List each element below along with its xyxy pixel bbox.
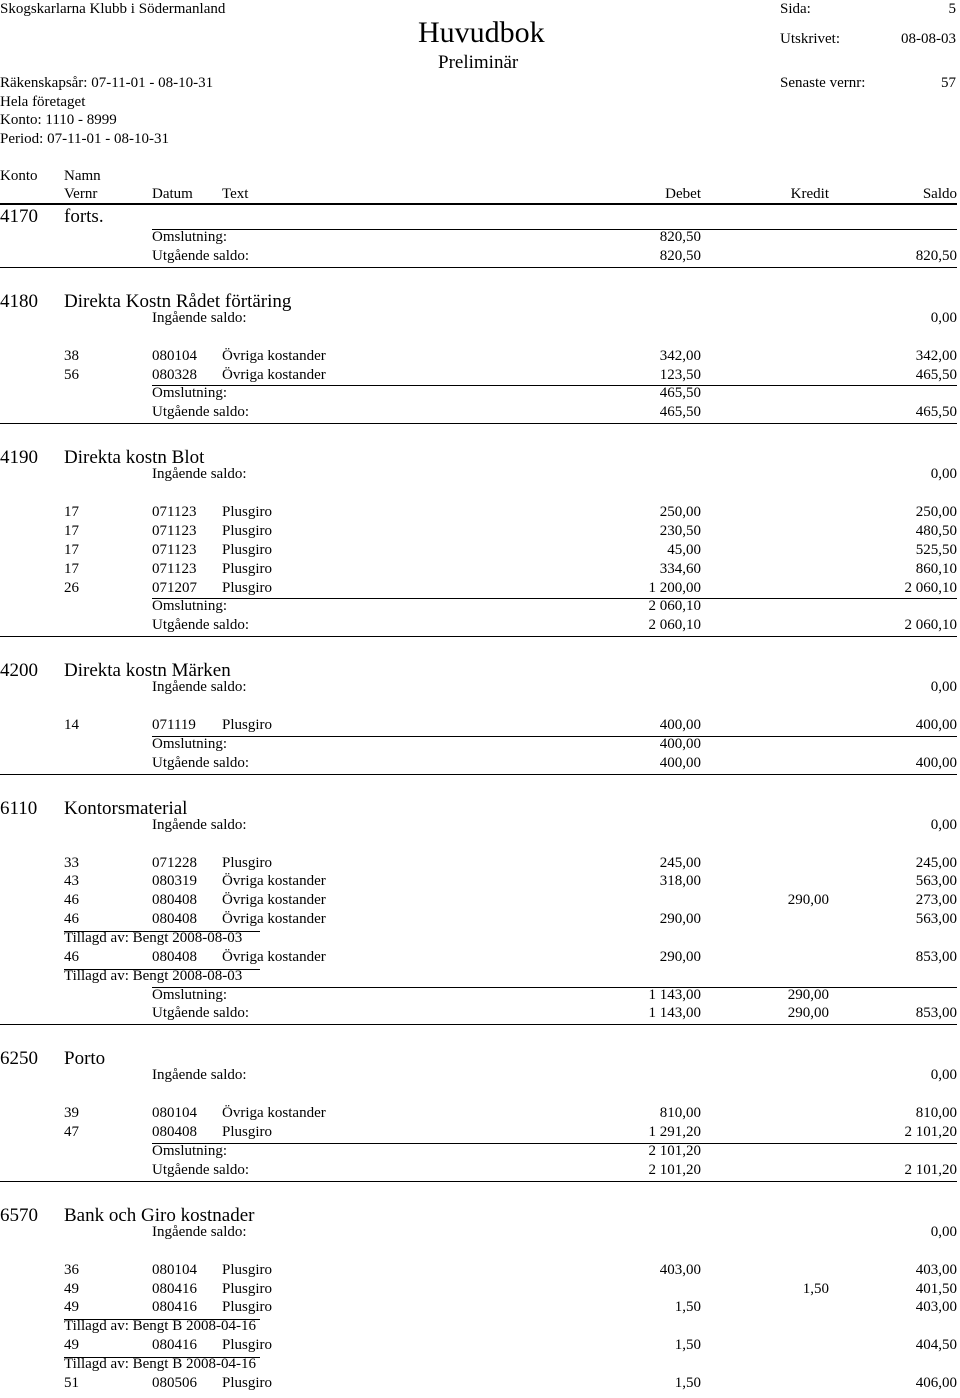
account-end-rule: [0, 423, 957, 424]
scope: Hela företaget: [0, 94, 86, 110]
turnover-rule: [152, 385, 957, 386]
turnover-label: Omslutning:: [152, 986, 228, 1003]
ledger-row-debet: 342,00: [659, 347, 701, 364]
ledger-row-text: Plusgiro: [222, 717, 273, 734]
ledger-row-debet: 1 291,20: [648, 1124, 701, 1141]
ledger-row-text: Övriga kostander: [222, 347, 326, 364]
turnover-rule: [152, 987, 957, 988]
turnover-debet: 1 143,00: [648, 986, 701, 1003]
turnover-rule: [152, 229, 957, 230]
turnover-debet: 2 060,10: [648, 598, 701, 615]
latest-vernr-label: Senaste vernr:: [780, 75, 866, 91]
closing-balance-saldo: 2 101,20: [904, 1161, 957, 1178]
closing-balance-debet: 820,50: [659, 247, 701, 264]
account-name: Bank och Giro kostnader: [64, 1204, 255, 1226]
ledger-row-saldo: 810,00: [915, 1105, 957, 1122]
account-name: Kontorsmaterial: [64, 797, 188, 819]
ledger-row-text: Övriga kostander: [222, 911, 326, 928]
header-rule: [0, 203, 957, 205]
closing-balance-label: Utgående saldo:: [152, 754, 250, 771]
ledger-row-text: Plusgiro: [222, 541, 273, 558]
page-label: Sida:: [780, 1, 811, 17]
col-saldo: Saldo: [922, 186, 957, 202]
ledger-row-vernr: 43: [64, 873, 79, 890]
account-number: 6570: [0, 1204, 38, 1226]
ledger-row-datum: 080104: [152, 347, 197, 364]
ledger-row-datum: 071119: [152, 717, 196, 734]
ledger-row-debet: 400,00: [659, 717, 701, 734]
ledger-row-datum: 080408: [152, 1124, 197, 1141]
note-rule: [64, 931, 260, 932]
ledger-row-vernr: 46: [64, 892, 79, 909]
ledger-row-vernr: 36: [64, 1261, 79, 1278]
ledger-row-text: Övriga kostander: [222, 366, 326, 383]
opening-balance-label: Ingående saldo:: [152, 1223, 247, 1240]
ledger-row-debet: 403,00: [659, 1261, 701, 1278]
ledger-row-vernr: 49: [64, 1337, 79, 1354]
ledger-row-note: Tillagd av: Bengt B 2008-04-16: [64, 1355, 256, 1372]
col-text: Text: [222, 186, 249, 202]
closing-balance-label: Utgående saldo:: [152, 247, 250, 264]
opening-balance-label: Ingående saldo:: [152, 466, 247, 483]
turnover-label: Omslutning:: [152, 735, 228, 752]
ledger-row-saldo: 563,00: [915, 873, 957, 890]
ledger-row-text: Övriga kostander: [222, 948, 326, 965]
closing-balance-debet: 2 060,10: [648, 617, 701, 634]
ledger-row-vernr: 51: [64, 1374, 79, 1391]
turnover-debet: 2 101,20: [648, 1142, 701, 1159]
ledger-row-saldo: 2 101,20: [904, 1124, 957, 1141]
turnover-rule: [152, 736, 957, 737]
ledger-row-text: Plusgiro: [222, 504, 273, 521]
ledger-row-debet: 290,00: [659, 911, 701, 928]
ledger-row-vernr: 46: [64, 948, 79, 965]
ledger-row-saldo: 860,10: [915, 560, 957, 577]
turnover-label: Omslutning:: [152, 229, 228, 245]
ledger-row-debet: 123,50: [659, 366, 701, 383]
closing-balance-debet: 2 101,20: [648, 1161, 701, 1178]
ledger-row-vernr: 49: [64, 1280, 79, 1297]
ledger-row-datum: 071123: [152, 522, 197, 539]
account-number: 4200: [0, 660, 38, 682]
report-subtitle: Preliminär: [438, 52, 519, 73]
ledger-row-datum: 080416: [152, 1299, 197, 1316]
ledger-row-vernr: 17: [64, 560, 79, 577]
ledger-row-text: Plusgiro: [222, 1374, 273, 1391]
ledger-row-debet: 1,50: [674, 1337, 701, 1354]
period: Period: 07-11-01 - 08-10-31: [0, 131, 169, 147]
ledger-row-debet: 334,60: [659, 560, 701, 577]
ledger-row-kredit: 290,00: [787, 892, 829, 909]
turnover-rule: [152, 1143, 957, 1144]
account-number: 4170: [0, 206, 38, 227]
ledger-row-text: Övriga kostander: [222, 873, 326, 890]
closing-balance-saldo: 820,50: [915, 247, 957, 264]
ledger-row-text: Plusgiro: [222, 854, 273, 871]
closing-balance-debet: 1 143,00: [648, 1005, 701, 1022]
closing-balance-label: Utgående saldo:: [152, 1005, 250, 1022]
account-name: Direkta kostn Märken: [64, 660, 231, 682]
turnover-label: Omslutning:: [152, 598, 228, 615]
account-end-rule: [0, 267, 957, 268]
ledger-row-debet: 1 200,00: [648, 579, 701, 596]
account-number: 6250: [0, 1048, 38, 1070]
ledger-row-saldo: 525,50: [915, 541, 957, 558]
opening-balance-label: Ingående saldo:: [152, 816, 247, 833]
closing-balance-saldo: 400,00: [915, 754, 957, 771]
club-name: Skogskarlarna Klubb i Södermanland: [0, 1, 226, 17]
ledger-row-text: Plusgiro: [222, 1124, 273, 1141]
opening-balance-label: Ingående saldo:: [152, 679, 247, 696]
ledger-row-vernr: 47: [64, 1124, 79, 1141]
turnover-label: Omslutning:: [152, 1142, 228, 1159]
account-name: Direkta kostn Blot: [64, 447, 205, 469]
col-kredit: Kredit: [790, 186, 829, 202]
ledger-row-vernr: 38: [64, 347, 79, 364]
closing-balance-debet: 465,50: [659, 404, 701, 421]
account-name: forts.: [64, 206, 104, 227]
closing-balance-debet: 400,00: [659, 754, 701, 771]
closing-balance-label: Utgående saldo:: [152, 1161, 250, 1178]
opening-balance-value: 0,00: [930, 1067, 957, 1084]
account-end-rule: [0, 1024, 957, 1025]
ledger-row-text: Plusgiro: [222, 1337, 273, 1354]
ledger-row-saldo: 406,00: [915, 1374, 957, 1391]
printed-label: Utskrivet:: [780, 31, 840, 47]
opening-balance-value: 0,00: [930, 816, 957, 833]
note-rule: [64, 1357, 260, 1358]
opening-balance-value: 0,00: [930, 309, 957, 326]
account-end-rule: [0, 774, 957, 775]
ledger-row-saldo: 2 060,10: [904, 579, 957, 596]
ledger-row-note: Tillagd av: Bengt 2008-08-03: [64, 930, 243, 946]
closing-balance-label: Utgående saldo:: [152, 404, 250, 421]
ledger-row-text: Plusgiro: [222, 579, 273, 596]
opening-balance-value: 0,00: [930, 1223, 957, 1240]
col-konto: Konto: [0, 168, 38, 184]
account-number: 4190: [0, 447, 38, 469]
ledger-row-saldo: 401,50: [915, 1280, 957, 1297]
ledger-row-saldo: 245,00: [915, 854, 957, 871]
ledger-row-datum: 080104: [152, 1261, 197, 1278]
ledger-row-text: Plusgiro: [222, 1299, 273, 1316]
ledger-row-vernr: 46: [64, 911, 79, 928]
ledger-row-saldo: 853,00: [915, 948, 957, 965]
turnover-debet: 400,00: [659, 735, 701, 752]
ledger-row-text: Övriga kostander: [222, 1105, 326, 1122]
page-number: 5: [948, 1, 956, 17]
turnover-kredit: 290,00: [787, 986, 829, 1003]
ledger-row-datum: 080408: [152, 892, 197, 909]
note-rule: [64, 1319, 260, 1320]
ledger-row-datum: 071123: [152, 560, 197, 577]
ledger-row-saldo: 403,00: [915, 1261, 957, 1278]
ledger-row-text: Plusgiro: [222, 1261, 273, 1278]
ledger-row-debet: 1,50: [674, 1374, 701, 1391]
report-title: Huvudbok: [418, 16, 545, 49]
ledger-row-debet: 230,50: [659, 522, 701, 539]
ledger-row-text: Övriga kostander: [222, 892, 326, 909]
account-end-rule: [0, 1181, 957, 1182]
ledger-row-vernr: 33: [64, 854, 79, 871]
account-number: 6110: [0, 797, 38, 819]
turnover-rule: [152, 598, 957, 599]
ledger-row-vernr: 17: [64, 541, 79, 558]
printed-date: 08-08-03: [901, 31, 956, 47]
ledger-row-debet: 290,00: [659, 948, 701, 965]
col-debet: Debet: [665, 186, 701, 202]
latest-vernr-value: 57: [941, 75, 956, 91]
ledger-row-note: Tillagd av: Bengt 2008-08-03: [64, 967, 243, 984]
account-number: 4180: [0, 290, 38, 312]
account-range: Konto: 1110 - 8999: [0, 112, 117, 128]
ledger-row-vernr: 17: [64, 522, 79, 539]
ledger-row-text: Plusgiro: [222, 1280, 273, 1297]
ledger-row-debet: 45,00: [667, 541, 701, 558]
ledger-row-saldo: 342,00: [915, 347, 957, 364]
ledger-row-vernr: 49: [64, 1299, 79, 1316]
ledger-row-debet: 250,00: [659, 504, 701, 521]
ledger-row-datum: 071228: [152, 854, 197, 871]
col-namn: Namn: [64, 168, 101, 184]
ledger-row-debet: 1,50: [674, 1299, 701, 1316]
ledger-row-kredit: 1,50: [802, 1280, 829, 1297]
ledger-row-saldo: 400,00: [915, 717, 957, 734]
ledger-row-saldo: 403,00: [915, 1299, 957, 1316]
ledger-row-note: Tillagd av: Bengt B 2008-04-16: [64, 1318, 256, 1335]
ledger-row-text: Plusgiro: [222, 522, 273, 539]
turnover-debet: 820,50: [659, 229, 701, 245]
ledger-row-debet: 810,00: [659, 1105, 701, 1122]
closing-balance-label: Utgående saldo:: [152, 617, 250, 634]
ledger-row-datum: 080328: [152, 366, 197, 383]
ledger-row-text: Plusgiro: [222, 560, 273, 577]
ledger-row-datum: 080408: [152, 948, 197, 965]
ledger-row-saldo: 250,00: [915, 504, 957, 521]
ledger-row-saldo: 480,50: [915, 522, 957, 539]
ledger-row-debet: 318,00: [659, 873, 701, 890]
ledger-row-datum: 071123: [152, 541, 197, 558]
ledger-row-datum: 080416: [152, 1337, 197, 1354]
closing-balance-saldo: 465,50: [915, 404, 957, 421]
ledger-row-datum: 071123: [152, 504, 197, 521]
closing-balance-saldo: 2 060,10: [904, 617, 957, 634]
ledger-row-debet: 245,00: [659, 854, 701, 871]
closing-balance-kredit: 290,00: [787, 1005, 829, 1022]
ledger-row-vernr: 39: [64, 1105, 79, 1122]
turnover-debet: 465,50: [659, 385, 701, 402]
ledger-row-saldo: 273,00: [915, 892, 957, 909]
turnover-label: Omslutning:: [152, 385, 228, 402]
ledger-row-datum: 080319: [152, 873, 197, 890]
ledger-row-saldo: 563,00: [915, 911, 957, 928]
ledger-row-vernr: 17: [64, 504, 79, 521]
ledger-row-datum: 080416: [152, 1280, 197, 1297]
col-vernr: Vernr: [64, 186, 98, 202]
opening-balance-value: 0,00: [930, 679, 957, 696]
opening-balance-label: Ingående saldo:: [152, 309, 247, 326]
ledger-row-vernr: 56: [64, 366, 79, 383]
col-datum: Datum: [152, 186, 193, 202]
account-name: Porto: [64, 1048, 106, 1070]
ledger-row-saldo: 465,50: [915, 366, 957, 383]
ledger-row-vernr: 26: [64, 579, 79, 596]
closing-balance-saldo: 853,00: [915, 1005, 957, 1022]
account-name: Direkta Kostn Rådet förtäring: [64, 290, 292, 312]
account-end-rule: [0, 636, 957, 637]
opening-balance-label: Ingående saldo:: [152, 1067, 247, 1084]
ledger-row-vernr: 14: [64, 717, 79, 734]
ledger-row-datum: 080104: [152, 1105, 197, 1122]
ledger-row-datum: 080506: [152, 1374, 197, 1391]
ledger-row-saldo: 404,50: [915, 1337, 957, 1354]
note-rule: [64, 969, 260, 970]
ledger-row-datum: 071207: [152, 579, 197, 596]
fiscal-year: Räkenskapsår: 07-11-01 - 08-10-31: [0, 75, 214, 91]
ledger-row-datum: 080408: [152, 911, 197, 928]
opening-balance-value: 0,00: [930, 466, 957, 483]
